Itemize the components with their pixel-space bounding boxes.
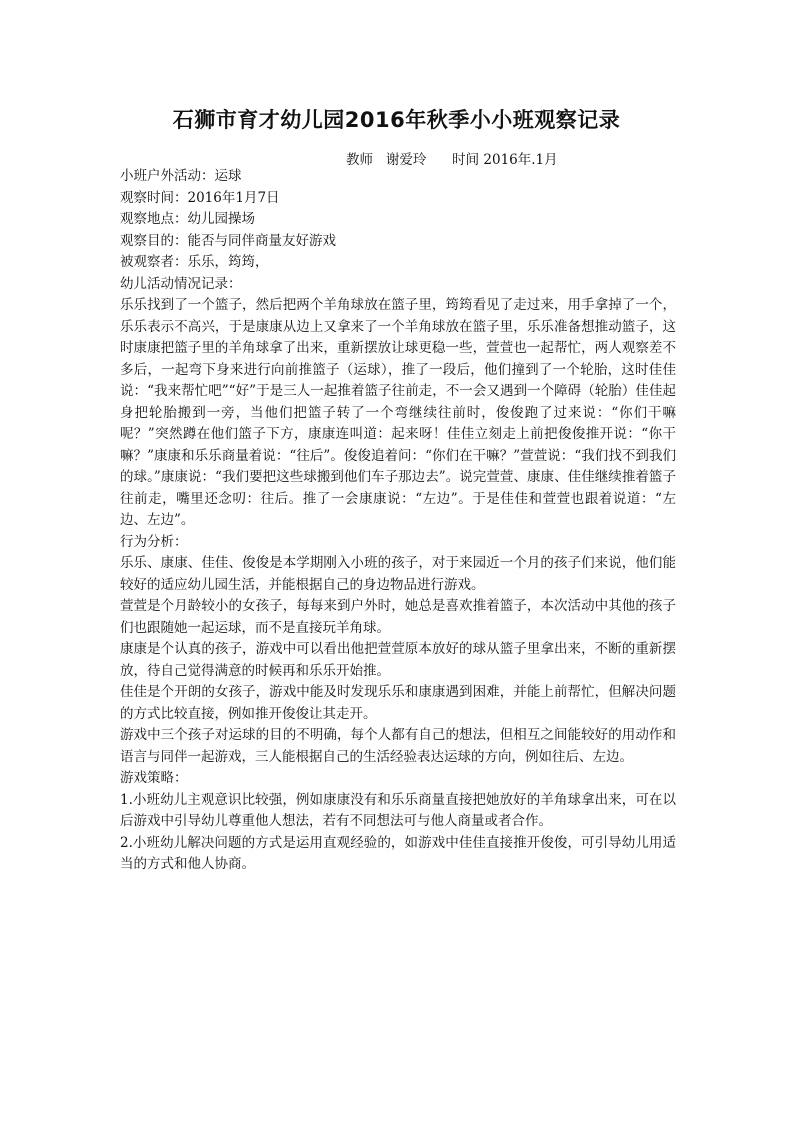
analysis-paragraph: 佳佳是个开朗的女孩子，游戏中能及时发现乐乐和康康遇到困难，并能上前帮忙，但解决问题的方式比较直接，例如推开俊俊让其走开。 xyxy=(120,684,676,722)
field-observation-place: 观察地点：幼儿园操场 xyxy=(120,211,255,227)
analysis-paragraph: 乐乐、康康、佳佳、俊俊是本学期刚入小班的孩子，对于来园近一个月的孩子们来说，他们能较好的适应幼儿园生活，并能根据自己的身边物品进行游戏。 xyxy=(120,555,676,593)
analysis-paragraph: 萱萱是个月龄较小的女孩子，每每来到户外时，她总是喜欢推着篮子，本次活动中其他的孩子们也跟随她一起运球，而不是直接玩羊角球。 xyxy=(120,598,676,636)
section-heading-analysis: 行为分析： xyxy=(120,533,188,550)
analysis-paragraph: 康康是个认真的孩子，游戏中可以看出他把萱萱原本放好的球从篮子里拿出来，不断的重新摆放，待自己觉得满意的时候再和乐乐开始推。 xyxy=(120,641,676,679)
field-observed-children: 被观察者：乐乐，筠筠， xyxy=(120,254,269,270)
teacher-date-byline: 教师 谢爱玲 时间 2016年.1月 xyxy=(346,152,558,168)
field-activity: 小班户外活动：运球 xyxy=(120,168,242,184)
activity-record-paragraph: 乐乐找到了一个篮子，然后把两个羊角球放在篮子里，筠筠看见了走过来，用手拿掉了一个，乐乐表示不高兴，于是康康从边上又拿来了一个羊角球放在篮子里，乐乐准备想推动篮子，这时康康把篮子里的羊角球拿了出来，重新摆放让球更稳一些，萱萱也一起帮忙，两人观察差不多后，一起弯下身来进行向前推篮子（运球），推了一段后，他们撞到了一个轮胎，这时佳佳说：“我来帮忙吧”“好”于是三人一起推着篮子往前走，不一会又遇到一个障碍（轮胎）佳佳起身把轮胎搬到一旁，当他们把篮子转了一个弯继续往前时，俊俊跑了过来说：“你们干嘛呢？”突然蹲在他们篮子下方，康康连叫道：起来呀！佳佳立刻走上前把俊俊推开说：“你干嘛？”康康和乐乐商量着说：“往后”。俊俊追着问：“你们在干嘛？”萱萱说：“我们找不到我们的球。”康康说：“我们要把这些球搬到他们车子那边去”。说完萱萱、康康、佳佳继续推着篮子往前走，嘴里还念叨：往后。推了一会康康说：“左边”。于是佳佳和萱萱也跟着说道：“左边、左边”。 xyxy=(120,297,676,528)
field-observation-purpose: 观察目的：能否与同伴商量友好游戏 xyxy=(120,232,336,249)
section-heading-record: 幼儿活动情况记录： xyxy=(120,275,242,292)
strategy-item: 2.小班幼儿解决问题的方式是运用直观经验的，如游戏中佳佳直接推开俊俊，可引导幼儿用适当的方式和他人协商。 xyxy=(120,834,676,872)
document-title: 石狮市育才幼儿园2016年秋季小小班观察记录 xyxy=(172,108,621,132)
document-body xyxy=(120,166,676,876)
analysis-paragraph: 游戏中三个孩子对运球的目的不明确，每个人都有自己的想法，但相互之间能较好的用动作和语言与同伴一起游戏，三人能根据自己的生活经验表达运球的方向，例如往后、左边。 xyxy=(120,727,676,765)
field-observation-time: 观察时间：2016年1月7日 xyxy=(120,189,280,206)
section-heading-strategy: 游戏策略： xyxy=(120,770,188,786)
strategy-item: 1.小班幼儿主观意识比较强，例如康康没有和乐乐商量直接把她放好的羊角球拿出来，可在以后游戏中引导幼儿尊重他人想法，若有不同想法可与他人商量或者合作。 xyxy=(120,791,676,829)
